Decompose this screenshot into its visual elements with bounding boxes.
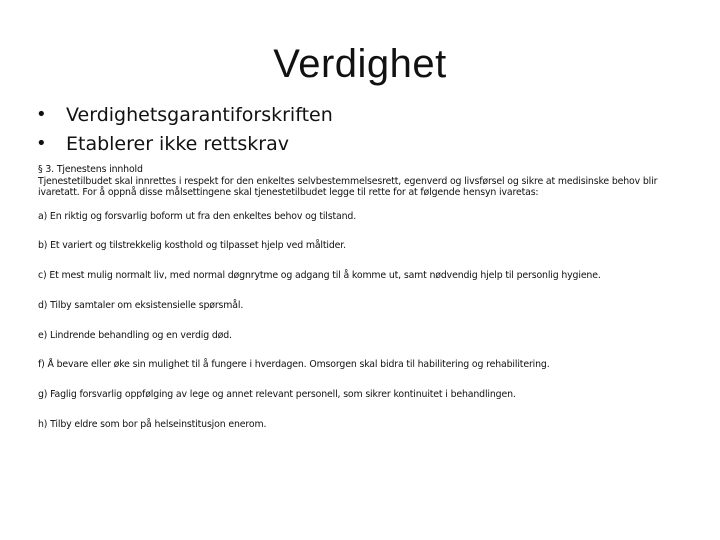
bullet-text: Etablerer ikke rettskrav	[66, 132, 289, 155]
bullet-list	[36, 100, 333, 158]
slide-title: Verdighet	[273, 42, 447, 86]
section-heading: § 3. Tjenestens innhold	[38, 164, 143, 175]
regulation-item: a) En riktig og forsvarlig boform ut fra den enkeltes behov og tilstand.	[38, 210, 357, 222]
regulation-item: g) Faglig forsvarlig oppfølging av lege og annet relevant personell, som sikrer kontinuitet i behandlingen.	[38, 388, 516, 400]
regulation-item: f) Å bevare eller øke sin mulighet til å fungere i hverdagen. Omsorgen skal bidra til habilitering og rehabilitering.	[38, 359, 550, 371]
bullet-text: Verdighetsgarantiforskriften	[66, 103, 333, 126]
regulation-item: h) Tilby eldre som bor på helseinstitusjon enerom.	[38, 418, 267, 430]
section-intro: Tjenestetilbudet skal innrettes i respekt for den enkeltes selvbestemmelsesrett, egenverd og livsførsel og sikre at medisinske behov blir ivaretatt. For å oppnå disse målsettingene skal tjenestetilbudet legge til rette for at følgende hensyn ivaretas:	[38, 175, 658, 199]
bullet-item	[36, 129, 333, 158]
regulation-item: d) Tilby samtaler om eksistensielle spørsmål.	[38, 299, 244, 311]
regulation-excerpt	[38, 164, 698, 448]
regulation-item: e) Lindrende behandling og en verdig død.	[38, 329, 232, 341]
regulation-item: c) Et mest mulig normalt liv, med normal døgnrytme og adgang til å komme ut, samt nødvendig hjelp til personlig hygiene.	[38, 270, 601, 282]
bullet-dot-icon: •	[36, 132, 47, 154]
bullet-dot-icon: •	[36, 103, 47, 125]
bullet-item	[36, 100, 333, 129]
regulation-item: b) Et variert og tilstrekkelig kosthold og tilpasset hjelp ved måltider.	[38, 240, 346, 252]
